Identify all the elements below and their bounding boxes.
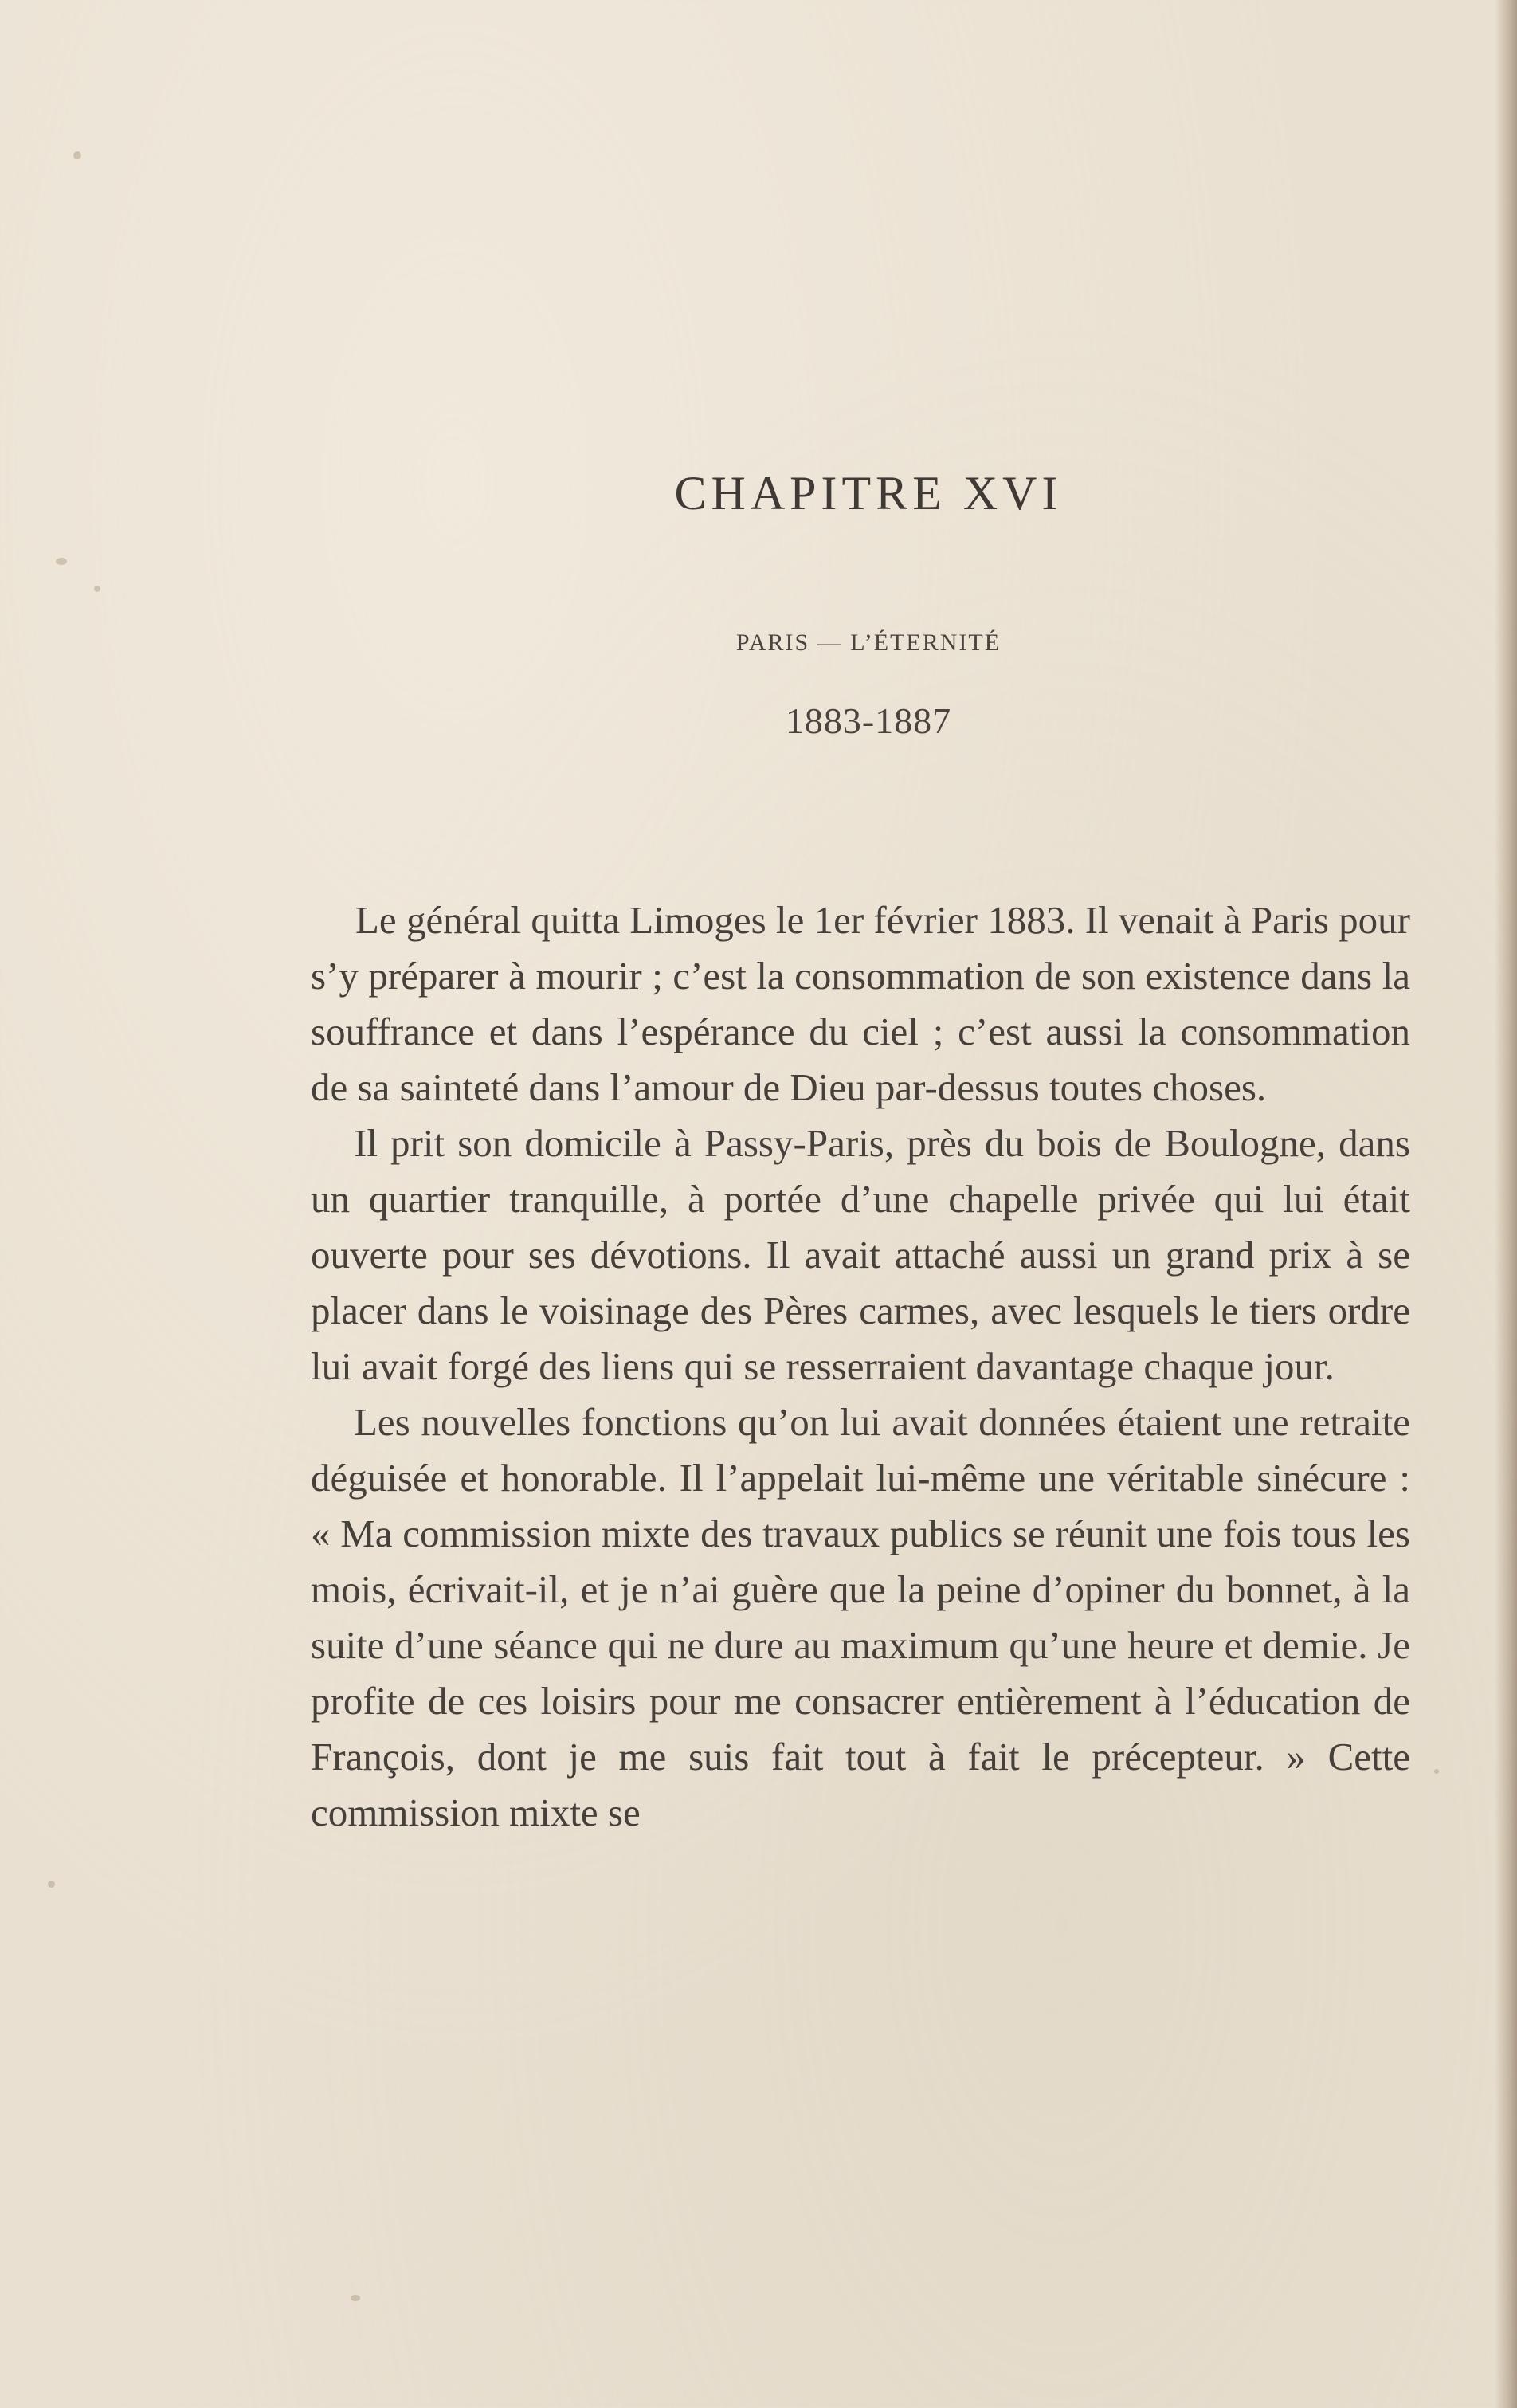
chapter-dates: 1883-1887 xyxy=(785,700,952,741)
paragraph: Il prit son domicile à Passy-Paris, près du bois de Boulogne, dans un quartier tranquille, à portée d’une chapelle privée qui lui était ouverte pour ses dévotions. Il avait attaché aussi un grand prix à se placer dans le voisinage des Pères carmes, avec lesquels le tiers ordre lui avait forgé des liens qui se resserraient davantage chaque jour. xyxy=(311,1121,1410,1388)
chapter-title: CHAPITRE XVI xyxy=(674,467,1063,520)
chapter-subtitle: PARIS — L’ÉTERNITÉ xyxy=(735,629,1002,656)
paper-speck xyxy=(73,151,81,159)
page-edge-shadow xyxy=(1495,0,1517,2408)
paper-speck xyxy=(1434,1769,1439,1774)
paragraph: Les nouvelles fonctions qu’on lui avait données étaient une retraite déguisée et honorable. Il l’appelait lui-même une véritable sinécure : « Ma commission mixte des travaux publics se réunit une fois tous les mois, écrivait-il, et je n’ai guère que la peine d’opiner du bonnet, à la suite d’une séance qui ne dure au maximum qu’une heure et demie. Je profite de ces loisirs pour me consacrer entièrement à l’éducation de François, dont je me suis fait tout à fait le précepteur. » Cette commission mixte se xyxy=(311,1400,1410,1834)
paragraph: Le général quitta Limoges le 1er février 1883. Il venait à Paris pour s’y préparer à mourir ; c’est la consommation de son existence dans la souffrance et dans l’espérance du ciel ; c’est aussi la consommation de sa sainteté dans l’amour de Dieu par-dessus toutes choses. xyxy=(311,898,1410,1109)
paper-speck xyxy=(56,558,67,565)
body-text xyxy=(311,892,1410,1841)
paper-speck xyxy=(351,2295,360,2301)
paper-speck xyxy=(48,1881,55,1888)
paper-speck xyxy=(94,586,100,592)
